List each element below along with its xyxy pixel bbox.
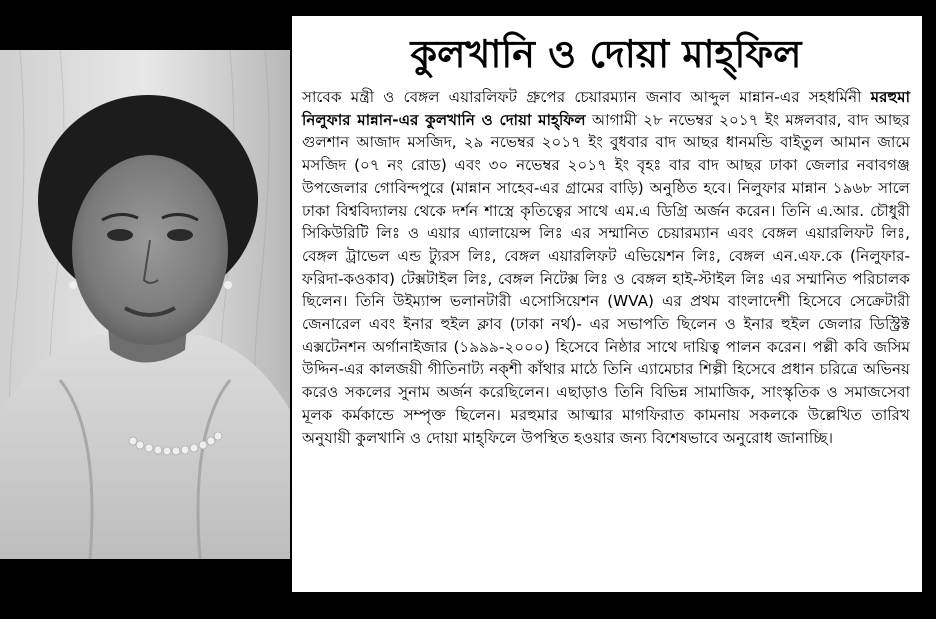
portrait-photo (0, 50, 290, 559)
notice-body (302, 86, 910, 449)
notice-highlight: মরহুমা নিলুফার মান্নান-এর কুলখানি ও দোয়া মাহ্‌ফিল (302, 88, 910, 129)
condolence-notice (292, 16, 922, 592)
top-border (0, 0, 936, 16)
notice-text: আগামী ২৮ নভেম্বর ২০১৭ ইং মঙ্গলবার, বাদ আছর গুলশান আজাদ মসজিদ, ২৯ নভেম্বর ২০১৭ ইং বুধবার বাদ আছর ধানমন্ডি বাইতুল আমান জামে মসজিদ (০৭ নং রোড) এবং ৩০ নভেম্বর ২০১৭ ইং বৃহঃ বার বাদ আছর ঢাকা জেলার নবাবগঞ্জ উপজেলার গোবিন্দপুরে (মান্নান সাহেব-এর গ্রামের বাড়ি) অনুষ্ঠিত হবে। নিলুফার মান্নান ১৯৬৮ সালে ঢাকা বিশ্ববিদ্যালয় থেকে দর্শন শাস্ত্রে কৃতিত্বের সাথে এম.এ ডিগ্রি অর্জন করেন। তিনি এ.আর. চৌধুরী সিকিউরিটি লিঃ ও এয়ার এ্যালায়েন্স লিঃ এর সম্মানিত চেয়ারম্যান এবং বেঙ্গল এয়ারলিফট লিঃ, বেঙ্গল ট্রাভেল এন্ড ট্যুরস লিঃ, বেঙ্গল এয়ারলিফট এভিয়েশন লিঃ, বেঙ্গল এন.এফ.কে (নিলুফার-ফরিদা-কওকাব) টেক্সটাইল লিঃ, বেঙ্গল নিটেক্স লিঃ ও বেঙ্গল হাই-স্টাইল লিঃ এর সম্মানিত পরিচালক ছিলেন। তিনি উইম্যান্স ভলানটারী এসোসিয়েশন (WVA) এর প্রথম বাংলাদেশী হিসেবে সেক্রেটারী জেনারেল এবং ইনার হুইল ক্লাব (ঢাকা নর্থ)- এর সভাপতি ছিলেন ও ইনার হুইল জেলার ডিস্ট্রিক্ট এক্সটেনশন অর্গানাইজার (১৯৯৯-২০০০) হিসেবে নিষ্ঠার সাথে দায়িত্ব পালন করেন। পল্লী কবি জসিম উদ্দিন-এর কালজয়ী গীতিনাট্য নক্শী কাঁথার মাঠে তিনি এ্যামেচার শিল্পী হিসেবে প্রধান চরিত্রে অভিনয় করেও সকলের সুনাম অর্জন করেছিলেন। এছাড়াও তিনি বিভিন্ন সামাজিক, সাংস্কৃতিক ও সমাজসেবা মূলক কর্মকান্ডে সম্পৃক্ত ছিলেন। মরহুমার আত্মার মাগফিরাত কামনায় সকলকে উল্লেখিত তারিখ অনুযায়ী কুলখানি ও দোয়া মাহ্‌ফিলে উপস্থিত হওয়ার জন্য বিশেষভাবে অনুরোধ জানাচ্ছি। (302, 110, 911, 447)
bottom-border (0, 592, 936, 619)
notice-title: কুলখানি ও দোয়া মাহ্‌ফিল (410, 32, 802, 76)
notice-intro: সাবেক মন্ত্রী ও বেঙ্গল এয়ারলিফট গ্রুপের চেয়ারম্যান জনাব আব্দুল মান্নান-এর সহধর্মিনী (302, 88, 862, 106)
